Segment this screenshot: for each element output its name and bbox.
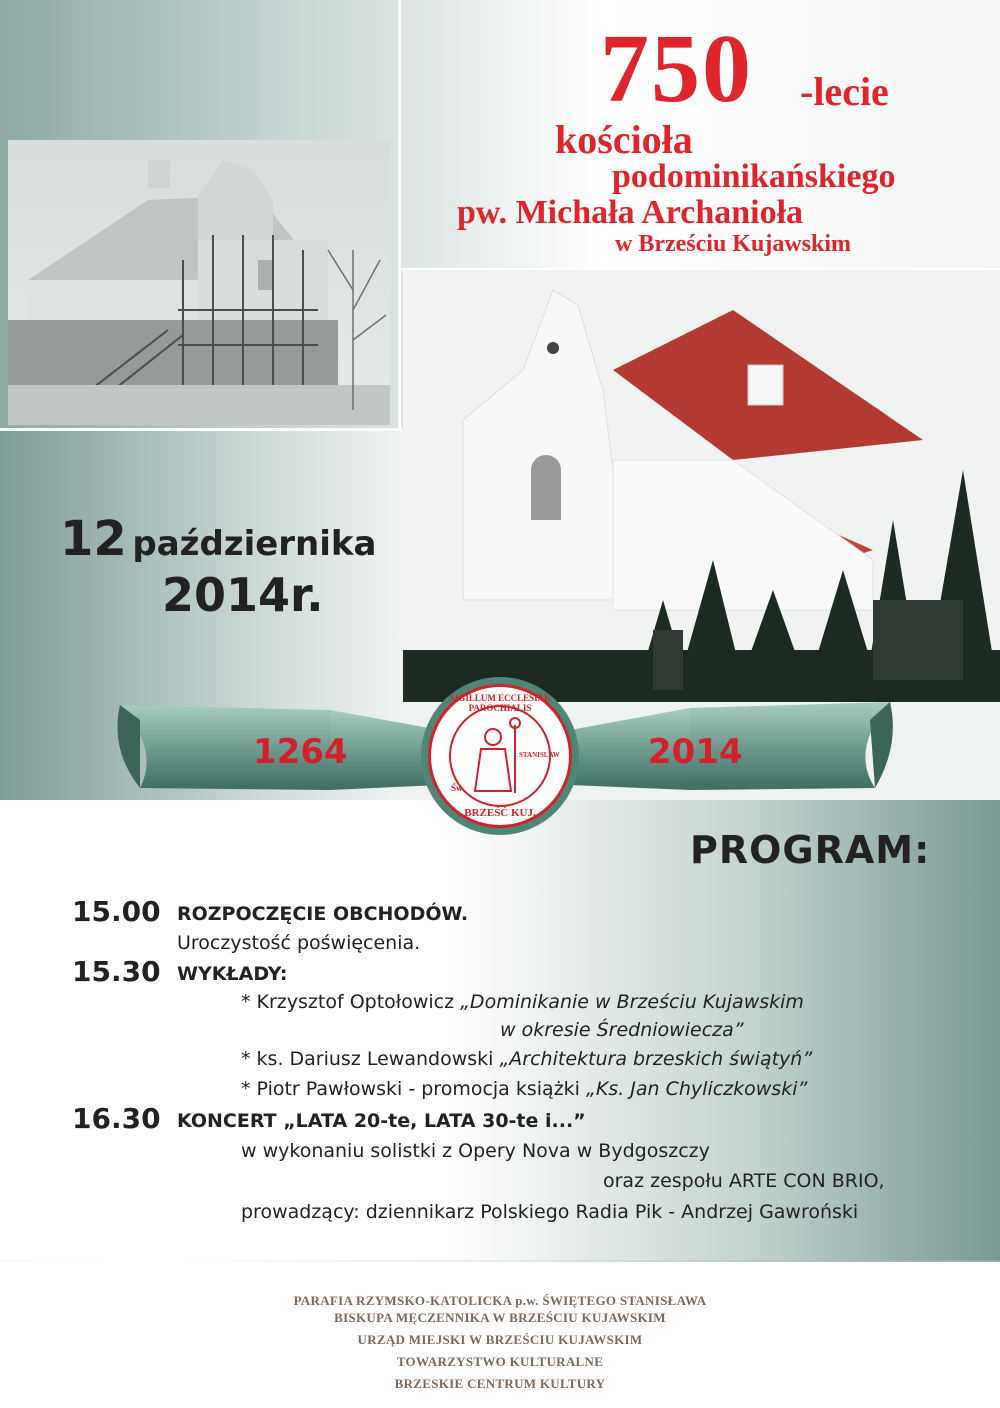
program-title: WYKŁADY: [177,963,288,985]
title-line-dominican: podominikańskiego [612,158,896,195]
title-line-church: kościoła [555,117,693,162]
program-line: oraz zespołu ARTE CON BRIO, [603,1170,885,1192]
anniversary-number: 750 [600,15,753,123]
organizer-line: URZĄD MIEJSKI W BRZEŚCIU KUJAWSKIM [357,1332,643,1347]
anniversary-year: 2014 [648,732,743,772]
lecture-title-continued: w okresie Średniowiecza” [500,1019,744,1041]
lecture-item [241,1050,812,1069]
program-title: KONCERT „LATA 20-te, LATA 30-te i...” [177,1110,586,1132]
lecture-title: „Dominikanie w Brześciu Kujawskim [460,991,804,1013]
program-line: w wykonaniu solistki z Opery Nova w Bydgoszczy [241,1140,710,1162]
church-photo [403,270,1000,702]
lecture-title: „Architektura brzeskich świątyń” [499,1048,813,1070]
title-line-patron: pw. Michała Archanioła [457,194,804,231]
event-month: października [132,524,377,564]
event-date-day-month [60,511,377,567]
seal-inscription: SIGILLUM ECCLESIAE PAROCHIALIS [449,693,551,713]
organizer-line: TOWARZYSTWO KULTURALNE [396,1354,604,1369]
organizer-line: BRZESKIE CENTRUM KULTURY [394,1376,606,1391]
event-year: 2014r. [162,568,324,622]
program-time: 15.30 [72,955,161,988]
lecture-speaker: * ks. Dariusz Lewandowski [241,1048,500,1070]
lecture-item [241,1080,807,1099]
historical-church-photo [8,140,390,425]
program-line: prowadzący: dziennikarz Polskiego Radia Pik - Andrzej Gawroński [241,1201,859,1223]
lecture-item [241,993,804,1012]
seal-bottom-text: BRZEŚĆ KUJ. [464,807,536,819]
program-heading: PROGRAM: [690,828,931,872]
event-day: 12 [60,511,127,567]
seal-small-text: Św. [451,783,465,793]
lecture-speaker: * Krzysztof Optołowicz [241,991,461,1013]
lecture-speaker: * Piotr Pawłowski - promocja książki [241,1078,586,1100]
program-line: Uroczystość poświęcenia. [177,932,421,954]
program-title: ROZPOCZĘCIE OBCHODÓW. [177,903,469,925]
title-line-place: w Brześciu Kujawskim [615,231,851,257]
organizer-line: BISKUPA MĘCZENNIKA W BRZEŚCIU KUJAWSKIM [334,1310,666,1325]
frame-line [398,0,401,431]
parish-seal [428,684,572,828]
program-time: 15.00 [72,895,161,928]
lecture-title: „Ks. Jan Chyliczkowski” [586,1078,808,1100]
program-time: 16.30 [72,1102,161,1135]
organizer-line: PARAFIA RZYMSKO-KATOLICKA p.w. ŚWIĘTEGO STANISŁAWA [293,1293,707,1308]
anniversary-suffix: -lecie [800,69,889,114]
founding-year: 1264 [253,732,348,772]
frame-line [0,428,402,431]
seal-inner-text: STANISLAW [519,751,560,759]
